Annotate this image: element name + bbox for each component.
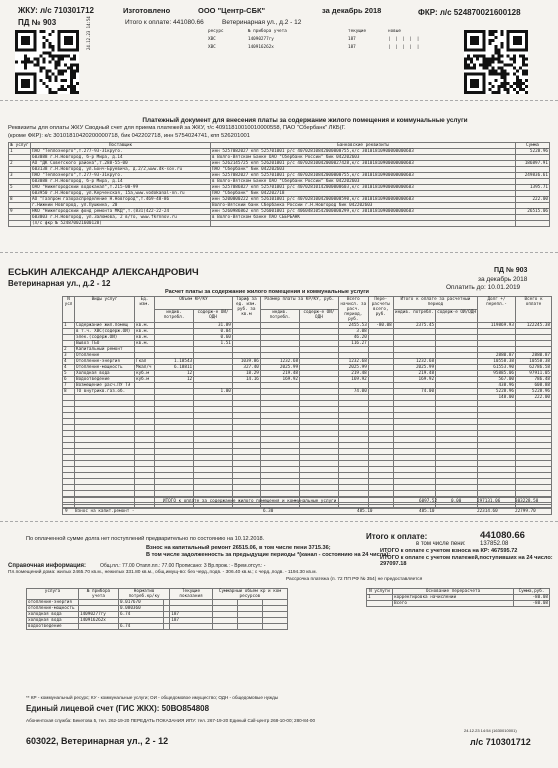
- calc-row: 4 Отопление-мощность Мкал/ч 6.18811 327.40 2025.99 2025.99 2025.99 61553.90 62786.58: [64, 365, 550, 370]
- calc-row: 148.00 222.00: [63, 395, 552, 401]
- provider-row: 603950 г.Н.Новгород, ул.Керченская, 15а,www.vodokanal-nn.ru ПАО "Сбербанк" бик 042202718: [9, 191, 550, 197]
- itogo-value: 441080.66: [480, 530, 525, 541]
- provider-row: 603088 г.Н.Новгород, б-р Мира, д.14 в Волго-Вятском Банке ОАО "Сбербанк России" бик 042202603: [9, 155, 550, 161]
- provider-row: г.Нижний Новгород, ул.Пушкина, 20 Волго-Вятский банк Сбербанка России г.Н.Новгород бик 042202603: [9, 203, 550, 209]
- cut-line: [0, 521, 558, 522]
- stub-meter-row: ХВС 14090277гу 187 | | | | |: [208, 37, 421, 43]
- calc-table: N усл Виды услуг Ед. изм. Объем КР/КУ Тариф за ед. изм. руб. за кв.м Размер платы за КР/КУ, руб. Всего начисл. за расч. период, руб. Пере-расчеты всего, руб. Итого к оплате за расчетный период Долг +/ перепл.- Всего к оплате индив. потребл. содерж-е ОИ/ОДН индив. потребл. содерж-е ОИ/ОДН индив. потребл. содерж-е ОИ/ОДН 1 Содержание жил.помещ кв.м. 31.89 2455.53 -80.08 2375.45 119869.93 122245.38 в т.ч. ХВС(содерж.ОИ) кв.м. 0.04 3.08 элек.(содерж.ОИ) кв.м. 0.60 46.20 Вывоз ТБО кв.м. 1.51 116.27 2 Капитальный ремонт 3 Отопление 2880.87 2880.87 4 Отопление-энергия Гкал 1.18543 1039.86 1232.68 1232.68 1232.68 10558.38 10558.38 4 Отопление-мощность Мкал/ч 6.18811 327.40 2025.99 2025.99 2025.99 61553.90 62786.58 5 Холодная вода куб.м 12 18.29 219.48 219.48 219.48 95885.06 97911.05 6 Водоотведение куб.м 12 14.16 169.92 169.92 169.92 567.00 786.48 7 Возмещение расч.ПУ ТЭ 438.96 608.88 8 ТО внутрикв.газ.об. 1.00 74.00 74.00 5228.96 5228.96 148.00 222.00: [62, 296, 552, 509]
- calc-row: Вывоз ТБО кв.м. 1.51 116.27: [63, 341, 552, 347]
- qr-code-left: [15, 30, 79, 94]
- top-address: Ветеринарная ул., д.2 - 12: [222, 19, 302, 26]
- recalc-row: Всего -80.08: [367, 601, 550, 607]
- meter-readings-stub: [208, 29, 458, 51]
- payment-reqs-1: Реквизиты для оплаты ЖКУ Сводный счет для приема платежей за ЖКУ, т/с 40911810010010000558, ПАО "Сбербанк" ЛКБ(Г.: [8, 125, 346, 131]
- bottom-address: 603022, Ветеринарная ул., 2 - 12: [26, 736, 169, 746]
- provider-row: 9 НКО "Нижегородский фонд ремонта МКД",т.(831)422-22-24 инн 5260986862 кпп 526001001 р/с 40604810542000000299,к/с 30101810900000000603 26515.06: [10, 209, 548, 214]
- fkr-total-2: ИТОГО к оплате с учетом платежей,поступивших на 24 число: 297097.18: [380, 555, 553, 567]
- contact-line: Абонентская служба: Бекетова 5, тел. 262-19-20 ПЕРЕДАТЬ ПОКАЗАНИЯ ИПУ: тел. 267-19-20 Единый Call-центр 268-10-00; 280-84-00: [26, 718, 315, 723]
- col-bank: Банковские реквизиты: [211, 143, 516, 149]
- calc-row: 4 Отопление-энергия Гкал 1.18543 1039.86 1232.68 1232.68 1232.68 10558.38 10558.38: [64, 359, 550, 364]
- side-date: 24.12.23 14:54: [86, 16, 91, 50]
- unpaid-note: По оплаченной сумме долга нет поступлений предварительно по состоянию на 10.12.2018.: [26, 536, 265, 542]
- col-meter-no: № прибора учета: [248, 29, 287, 34]
- owner-address: Ветеринарная ул., д.2 - 12: [8, 279, 111, 288]
- meter-row: отопление-мощность 0.080360: [27, 606, 288, 612]
- recalc-table: N услуги Основание перерасчета Сумма,руб. 1 корректировка начислений -80.08 Всего -80.08: [368, 589, 548, 606]
- gis-ls: Единый лицевой счет (ГИС ЖКХ): 50ВО854808: [26, 704, 210, 713]
- col-n: № услуг: [10, 143, 29, 148]
- stub-meter-row: ХВС 140916262х 187 | | | | |: [208, 45, 421, 51]
- calc-row: 5 Холодная вода куб.м 12 18.29 219.48 219.48 219.48 95885.06 97911.05: [64, 371, 550, 376]
- top-company: ООО "Центр-СБК": [198, 6, 266, 15]
- col-provider: Поставщик: [31, 143, 211, 149]
- ref-line-3: Рассрочка платежа (п. 72 ПП РФ № 354) не предоставляется: [286, 577, 423, 582]
- col-new: новые: [388, 29, 401, 34]
- footnote: ** КР - коммунальный ресурс; КУ - коммунальные услуги; ОИ - общедомовое имущество; ОДН - общедомовые нужды: [26, 695, 279, 700]
- provider-row: 603003 г.Н.Новгород, ул.Заломова, 2 в/то, www.fkrnnov.ru в Волго-Вятском банке ПАО СБЕРБАНК: [9, 215, 550, 221]
- mid-period: за декабрь 2018: [478, 276, 528, 283]
- calc-row: 8 ТО внутрикв.газ.об. 1.00 74.00 74.00 5228.96 5228.96: [64, 389, 550, 394]
- top-total: Итого к оплате: 441080.66: [125, 19, 204, 26]
- provider-row: 1 ПАО "Теплоэнерго",т.277-93-31круго. инн 5257082027 кпп 525701001 р/с 40702810842000000755,к/с 30101810900000000603 5228.96: [10, 149, 548, 154]
- mid-pd-no: ПД № 903: [494, 267, 528, 274]
- cut-line: [0, 100, 558, 101]
- fkr-total: ИТОГО к оплате с учетом взноса на КР: 467595.72: [380, 548, 518, 554]
- col-resource: ресурс: [208, 29, 224, 34]
- cut-line: [0, 252, 558, 253]
- meter-row: водоотведение 6.74: [27, 624, 288, 630]
- bottom-ls: л/с 710301712: [470, 737, 531, 747]
- provider-row: 5 ОАО "Нижегородский водоканал",т.215-00-99 инн 5257086827 кпп 525701001 р/с 40702810142000000603,к/с 30101810900000000603 1395.71: [10, 185, 548, 190]
- owner-name: ЕСЬКИН АЛЕКСАНДР АЛЕКСАНДРОВИЧ: [8, 267, 199, 278]
- calc-total-row: ИТОГО к оплате за содержание жилого помещения и коммунальные услуги 6097.52 0.00 297131.06 303228.58: [62, 497, 552, 505]
- ref-label: Справочная информация:: [8, 563, 87, 569]
- provider-row: 603088 г.Н.Новгород, б-р Мира, д.14 в Волго-Вятском Банке ОАО "Сбербанк России" бик 042202603: [9, 179, 550, 185]
- calc-row: 2 Капитальный ремонт: [63, 347, 552, 353]
- meter-table: услуга № прибора учета Норматив потреб.кр/ку Текущие показания Суммарный объем кр и ком ресурсов отопление-энергия 0.017670 отопление-мощность 0.080360 холодная вода 14090277гу 6.74 187 холодная вода 140916262х 187 водоотведение 6.74: [26, 588, 288, 630]
- peni-value: 137852.08: [480, 541, 509, 547]
- top-pd-no: ПД № 903: [18, 18, 57, 27]
- cap-note: Взнос на капитальный ремонт 26515.06, в том числе пени 3715.36;: [146, 545, 331, 551]
- meter-row: отопление-энергия 0.017670: [27, 600, 288, 606]
- doc-title: Платежный документ для внесения платы за содержание жилого помещения и коммунальные услуги: [142, 117, 468, 124]
- providers-table: [8, 142, 550, 227]
- col-sum: Сумма: [516, 143, 550, 149]
- provider-row: 3 ПАО "Теплоэнерго",т.277-93-31круго. инн 5257082027 кпп 525701001 р/с 40702810842000000755,к/с 30101810900000000603 249836.61: [10, 173, 548, 178]
- peni-label: в том числе пени:: [416, 541, 466, 547]
- payment-reqs-2: (кроме ФКР): к/с 30101810420200000718, бик 042202718, инн 5754024741, кпп 526201001: [8, 133, 250, 139]
- calc-row: 3 Отопление 2880.87 2880.87: [64, 353, 550, 358]
- calc-row: элек.(содерж.ОИ) кв.м. 0.60 46.20: [63, 335, 552, 341]
- capital-repair-row: 9 Взнос на капит.ремонт - 6.30 485.10 485.10 22314.60 22799.70: [62, 507, 552, 515]
- itogo-label: Итого к оплате:: [366, 532, 428, 541]
- bottom-date: 24.12.23 14:54 (1630010001): [464, 728, 517, 733]
- recalc-row: 1 корректировка начислений -80.08: [368, 595, 548, 600]
- top-fkr: ФКР: л/с 524870021600128: [418, 8, 521, 17]
- provider-row: 8 АО "Газпром газораспределение Н.Новгород",т.469-48-86 инн 5200000222 кпп 526101001 р/с 40702810042000000590,к/с 30101810900000000603 222.00: [10, 197, 548, 202]
- calc-row: 6 Водоотведение куб.м 12 14.16 169.92 169.92 169.92 567.00 786.48: [64, 377, 550, 382]
- meter-row: холодная вода 14090277гу 6.74 187: [27, 612, 288, 618]
- provider-row: (л/с фкр № 524870021600128): [9, 221, 550, 227]
- mid-pay-until: Оплатить до: 10.01.2019: [446, 284, 521, 291]
- ref-line-1: Общ.пл.: 77.00 Отапл.пл.: 77.00 Прописано: 3 Вр.прож.: - Врем.отсут.: -: [100, 563, 266, 569]
- calc-row: в т.ч. ХВС(содерж.ОИ) кв.м. 0.04 3.08: [63, 329, 552, 335]
- ref-line-2: Пл.помещений дома: жилых 2465.70 кв.м., нежилых 331.80 кв.м., общ.имущ-во: без черд.,подв. - 306.40 кв.м.; с черд.,подв. - 1194.30 кв.м.: [8, 570, 317, 575]
- col-current: текущие: [348, 29, 367, 34]
- top-ls: ЖКУ: л/с 710301712: [18, 6, 94, 15]
- meter-row: холодная вода 140916262х 187: [27, 618, 288, 624]
- qr-code-right: [464, 30, 528, 94]
- provider-row: 2 АО "ДК Советского района",т.288-55-00 инн 5262145725 кпп 526201001 р/с 40702810042000027428,к/с 30101810900000000603 186897.91: [10, 161, 548, 166]
- calc-row: 1 Содержание жил.помещ кв.м. 31.89 2455.53 -80.08 2375.45 119869.93 122245.38: [64, 323, 550, 328]
- top-period: за декабрь 2018: [322, 6, 382, 15]
- top-manufacturer: Изготовлено: [123, 6, 171, 15]
- calc-row: 7 Возмещение расч.ПУ ТЭ 438.96 608.88: [64, 383, 550, 388]
- debt-note: В том числе задолженность за предыдущие периоды *(канал - состоянию на 24 числа):: [146, 552, 391, 558]
- provider-row: 603138 г.Н.Новгород, ул.Бонч-Бруевича, д.2/2,www.dk-sov.ru ПАО "Сбербанк" бик 042202603: [9, 167, 550, 173]
- calc-title: Расчет платы за содержание жилого помещения и коммунальные услуги: [165, 289, 369, 295]
